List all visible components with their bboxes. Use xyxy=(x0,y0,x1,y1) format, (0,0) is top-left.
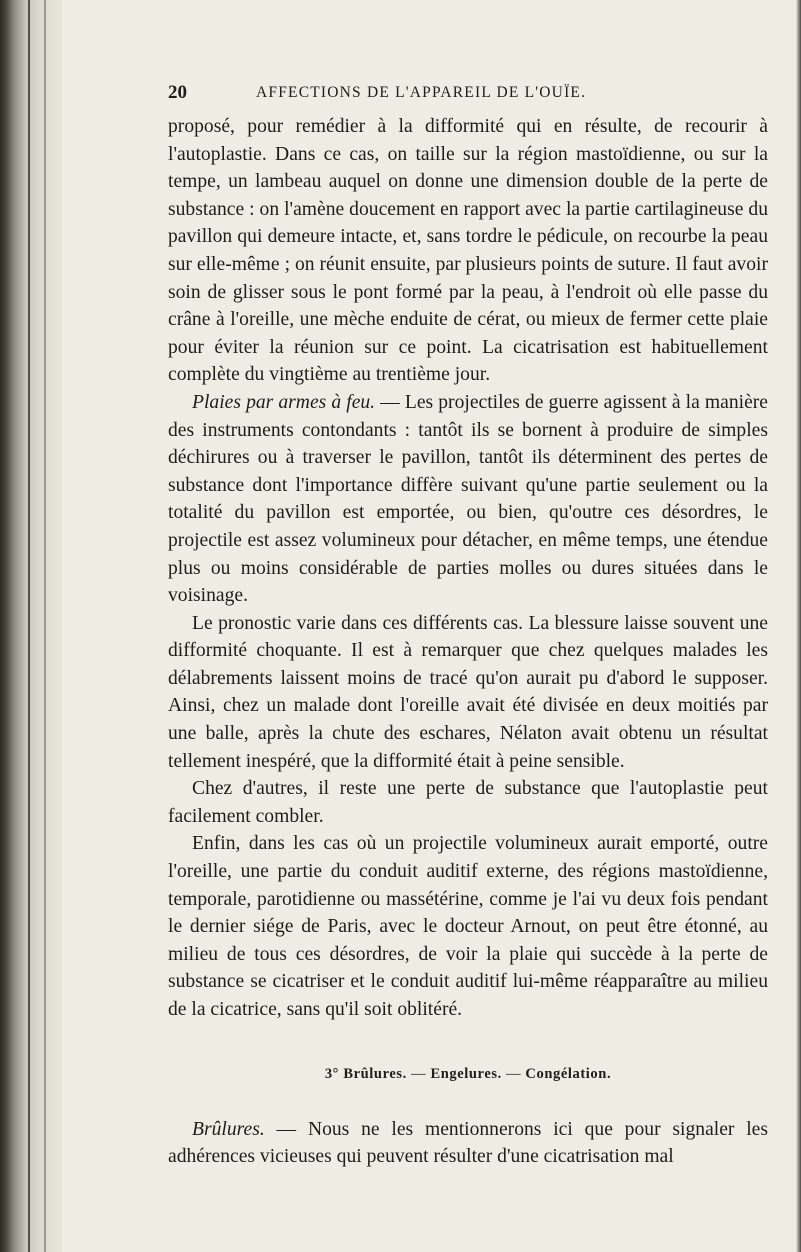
paragraph xyxy=(168,610,768,776)
paragraph xyxy=(168,830,768,1023)
paragraph xyxy=(168,775,768,830)
paragraph xyxy=(168,1116,768,1171)
paragraph-text: Chez d'autres, il reste une perte de substance que l'autoplastie peut facilement combler. xyxy=(168,778,768,827)
paragraph-text: proposé, pour remédier à la difformité qui en résulte, de recourir à l'autoplastie. Dans ce cas, on taille sur la région mastoïdienne, ou sur la tempe, un lambeau auquel on donne une dimension double de la perte de substance : on l'amène doucement en rapport avec la partie cartilagineuse du pavillon qui demeure intacte, et, sans tordre le pédicule, on recourbe la peau sur elle-même ; on réunit ensuite, par plusieurs points de suture. Il faut avoir soin de glisser sous le pont formé par la peau, à l'endroit où elle passe du crâne à l'oreille, une mèche enduite de cérat, ou mieux de fermer cette plaie pour éviter la réunion sur ce point. La cicatrisation est habituellement complète du vingtième au trentième jour. xyxy=(168,116,768,386)
run-in-heading: Plaies par armes à feu. xyxy=(192,391,376,413)
right-page-edge xyxy=(796,0,801,1252)
section-number: 3° xyxy=(324,1065,340,1082)
paragraph-text: Le pronostic varie dans ces différents cas. La blessure laisse souvent une difformité choquante. Il est à remarquer que chez quelques malades les délabrements laissent moins de tracé qu'on aurait pu d'abord le supposer. Ainsi, chez un malade dont l'oreille avait été divisée en deux moitiés par une balle, après la chute des eschares, Nélaton avait obtenu un résultat tellement inespéré, que la difformité était à peine sensible. xyxy=(168,612,768,772)
section-title-burns: Brûlures. xyxy=(343,1065,407,1082)
separator: — xyxy=(411,1065,427,1082)
paragraph-text: — Les projectiles de guerre agissent à la manière des instruments contondants : tantôt ils se bornent à produire de simples déchirures ou à traverser le pavillon, tantôt ils déterminent des pertes de substance dont l'importance diffère suivant qu'une partie seulement ou la totalité du pavillon est emportée, ou bien, qu'outre ces désordres, le projectile est assez volumineux pour détacher, en même temps, une étendue plus ou moins considérable de parties molles ou dures situées dans le voisinage. xyxy=(168,391,768,607)
section-title-frostbite: Congélation. xyxy=(525,1065,612,1082)
page-number: 20 xyxy=(168,82,187,103)
paragraph-text: — Nous ne les mentionnerons ici que pour signaler les adhérences vicieuses qui peuvent résulter d'une cicatrisation mal xyxy=(168,1118,768,1168)
run-in-heading: Brûlures. xyxy=(192,1118,265,1140)
section-heading xyxy=(168,1064,768,1084)
page-body xyxy=(168,113,768,1171)
paragraph-text: Enfin, dans les cas où un projectile volumineux aurait emporté, outre l'oreille, une partie du conduit auditif externe, des régions mastoïdienne, temporale, parotidienne ou massétérine, comme je l'ai vu deux fois pendant le dernier siége de Paris, avec le docteur Arnout, on peut être étonné, au milieu de tous ces désordres, de voir la plaie qui succède à la perte de substance se cicatriser et le conduit auditif lui-même réapparaître au milieu de la cicatrice, sans qu'il soit oblitéré. xyxy=(168,833,768,1020)
paragraph xyxy=(168,113,768,389)
section-title-chilblains: Engelures. xyxy=(430,1065,502,1082)
running-header xyxy=(168,82,768,106)
running-title: AFFECTIONS DE L'APPAREIL DE L'OUÏE. xyxy=(256,84,587,101)
binding-gutter xyxy=(0,0,62,1252)
page-edge xyxy=(28,0,30,1252)
paragraph xyxy=(168,389,768,610)
page-edge xyxy=(44,0,46,1252)
separator: — xyxy=(506,1065,522,1082)
